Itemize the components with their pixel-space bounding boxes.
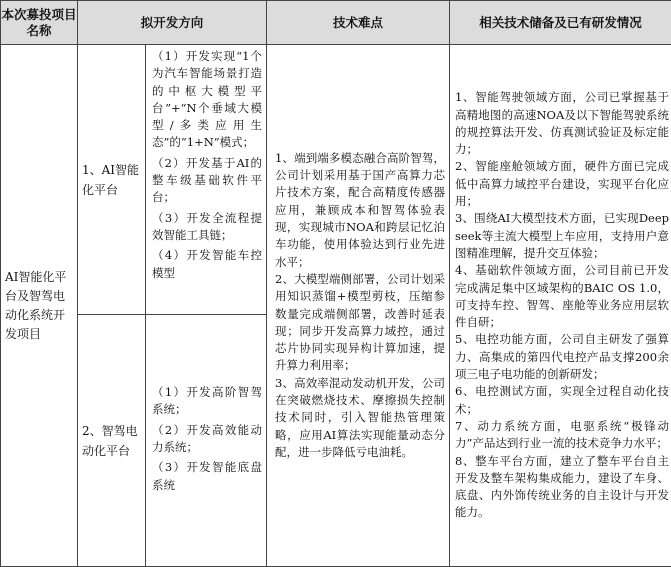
direction-2-item: （2）开发高效能动力系统；: [152, 422, 263, 454]
direction-2-items-cell: [146, 315, 267, 567]
reserve-item: 4、基础软件领域方面，公司目前已开发完成满足集中区域架构的BAIC OS 1.0，可支持车控、智驾、座舱等业务应用层软件自研；: [455, 263, 670, 330]
header-reserves: [450, 1, 671, 45]
direction-2-item: （3）开发智能底盘系统: [152, 460, 263, 492]
difficulty-item: 1、端到端多模态融合高阶智驾，公司计划采用基于国产高算力芯片技术方案，配合高精度传感器应用，兼顾成本和智驾体验表现，实现城市NOA和跨层记忆泊车功能，使用体验达到行业先进水平；: [275, 150, 446, 269]
direction-1-item: （3）开发全流程提效智能工具链；: [152, 210, 263, 242]
reserve-item: 3、围绕AI大模型技术方面，已实现Deepseek等主流大模型上车应用，支持用户意图精准理解，提升交互体验；: [455, 211, 670, 260]
direction-2-name: 2、智驾电动化平台: [82, 423, 138, 458]
reserves-cell: [450, 45, 671, 567]
direction-1-items-cell: [146, 45, 267, 315]
direction-1-item: （2）开发基于AI的整车级基础软件平台；: [152, 155, 263, 205]
project-name-cell: [1, 45, 78, 567]
difficulty-item: 3、高效率混动发动机开发，公司在突破燃烧技术、摩擦损失控制技术同时，引入智能热管理策略，应用AI算法实现能量动态分配，进一步降低亏电油耗。: [275, 375, 446, 459]
reserve-item: 6、电控测试方面，实现全过程自动化技术；: [455, 384, 670, 416]
header-project: [1, 1, 78, 45]
direction-2-item: （1）开发高阶智驾系统；: [152, 385, 263, 417]
header-project-label: 本次募投项目名称: [1, 6, 77, 38]
header-direction-label: 拟开发方向: [140, 14, 204, 30]
difficulty-cell: [267, 45, 450, 567]
header-reserves-label: 相关技术储备及已有研发情况: [479, 14, 642, 30]
direction-1-item: （4）开发智能车控模型: [152, 248, 263, 280]
reserve-item: 2、智能座舱领域方面，硬件方面已完成低中高算力域控平台建设，实现平台化应用；: [455, 159, 670, 209]
header-difficulty-label: 技术难点: [333, 14, 384, 30]
header-difficulty: [267, 1, 450, 45]
direction-2-cell: [78, 315, 146, 567]
difficulty-item: 2、大模型端侧部署，公司计划采用知识蒸馏+模型剪枝，压缩参数量完成端侧部署，改善时延表现；同步开发高算力域控，通过芯片协同实现异构计算加速，提升算力利用率；: [275, 271, 446, 373]
reserve-item: 1、智能驾驶领域方面，公司已掌握基于高精地图的高速NOA及以下智能驾驶系统的规控算法开发、仿真测试验证及标定能力；: [455, 90, 670, 157]
project-name: AI智能化平台及智驾电动化系统开发项目: [5, 269, 67, 341]
reserve-item: 7、动力系统方面，电驱系统“极锋动力”产品达到行业一流的技术竞争力水平；: [455, 418, 670, 451]
direction-1-cell: [78, 45, 146, 315]
header-direction: [78, 1, 267, 45]
reserve-item: 5、电控功能方面，公司自主研发了强算力、高集成的第四代电控产品支撑200余项三电子电功能的创新研发；: [455, 332, 670, 382]
direction-1-name: 1、AI智能化平台: [82, 162, 140, 197]
direction-1-item: （1）开发实现“1个为汽车智能场景打造的中枢大模型平台”+“N个垂域大模型/多类应用生态”的“1+N”模式；: [152, 49, 263, 150]
reserve-item: 8、整车平台方面，建立了整车平台自主开发及整车架构集成能力，建设了车身、底盘、内外饰传统业务的自主设计与开发能力。: [455, 453, 670, 520]
